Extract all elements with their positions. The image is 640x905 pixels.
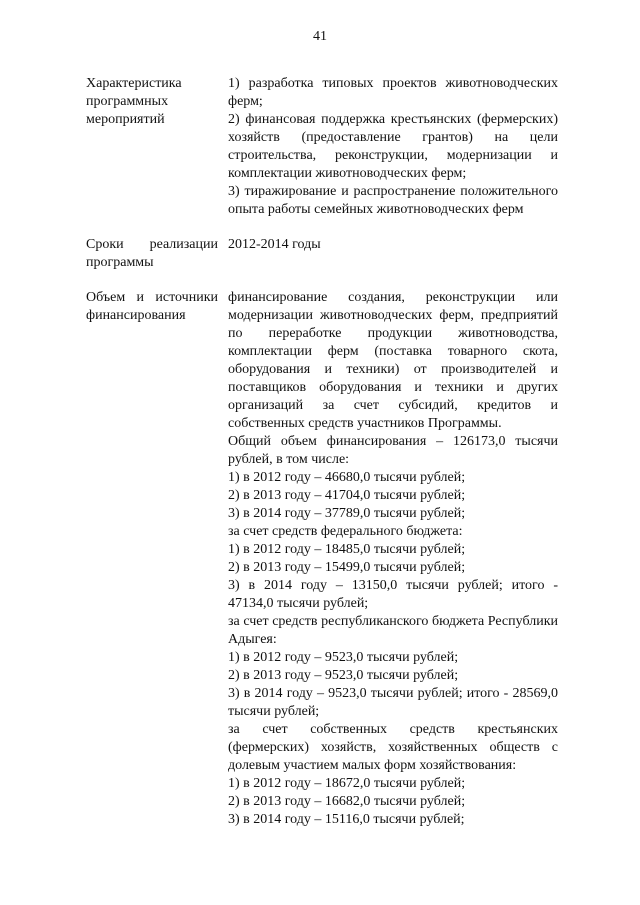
funding-federal-2014: 3) в 2014 году – 13150,0 тысячи рублей; итого - 47134,0 тысячи рублей; [228,578,558,611]
funding-regional-2013: 2) в 2013 году – 9523,0 тысячи рублей; [228,668,459,683]
funding-description: финансирование создания, реконструкции или модернизации животноводческих ферм, предприятий по переработке продукции животноводства, комплектации ферм (поставка товарного скота, оборудования и техники) от производителей и поставщиков оборудования и техники и других организаций за счет субсидий, кредитов и собственных средств участников Программы. [228,290,558,431]
activity-item-1: 1) разработка типовых проектов животноводческих ферм; [228,76,558,109]
row-program-period [86,236,558,272]
row-label-activities: Характеристика программных мероприятий [86,76,182,127]
funding-own-heading: за счет собственных средств крестьянских (фермерских) хозяйств, хозяйственных обществ с долевым участием малых форм хозяйствования: [228,722,558,773]
period-value: 2012-2014 годы [228,237,321,252]
activity-item-3: 3) тиражирование и распространение положительного опыта работы семейных животноводческих ферм [228,184,558,217]
row-value-funding [228,289,558,829]
row-value-activities [228,75,558,219]
row-label-period: Сроки реализации программы [86,237,218,270]
row-funding [86,289,558,829]
funding-federal-2013: 2) в 2013 году – 15499,0 тысячи рублей; [228,560,466,575]
funding-total-2014: 3) в 2014 году – 37789,0 тысячи рублей; [228,506,466,521]
funding-total: Общий объем финансирования – 126173,0 тысячи рублей, в том числе: [228,434,558,467]
funding-own-2012: 1) в 2012 году – 18672,0 тысячи рублей; [228,776,466,791]
funding-regional-2012: 1) в 2012 году – 9523,0 тысячи рублей; [228,650,459,665]
funding-own-2013: 2) в 2013 году – 16682,0 тысячи рублей; [228,794,466,809]
activity-item-2: 2) финансовая поддержка крестьянских (фермерских) хозяйств (предоставление грантов) на цели строительства, реконструкции, модернизации и комплектации животноводческих ферм; [228,112,558,181]
row-value-period [228,236,558,254]
funding-own-2014: 3) в 2014 году – 15116,0 тысячи рублей; [228,812,465,827]
funding-federal-2012: 1) в 2012 году – 18485,0 тысячи рублей; [228,542,466,557]
funding-regional-heading: за счет средств республиканского бюджета Республики Адыгея: [228,614,558,647]
program-passport-table [86,75,558,829]
funding-federal-heading: за счет средств федерального бюджета: [228,524,463,539]
row-label-funding: Объем и источники финансирования [86,290,218,323]
funding-total-2013: 2) в 2013 году – 41704,0 тысячи рублей; [228,488,466,503]
funding-regional-2014: 3) в 2014 году – 9523,0 тысячи рублей; итого - 28569,0 тысячи рублей; [228,686,558,719]
funding-total-2012: 1) в 2012 году – 46680,0 тысячи рублей; [228,470,466,485]
row-program-activities [86,75,558,219]
page-number: 41 [313,29,327,44]
